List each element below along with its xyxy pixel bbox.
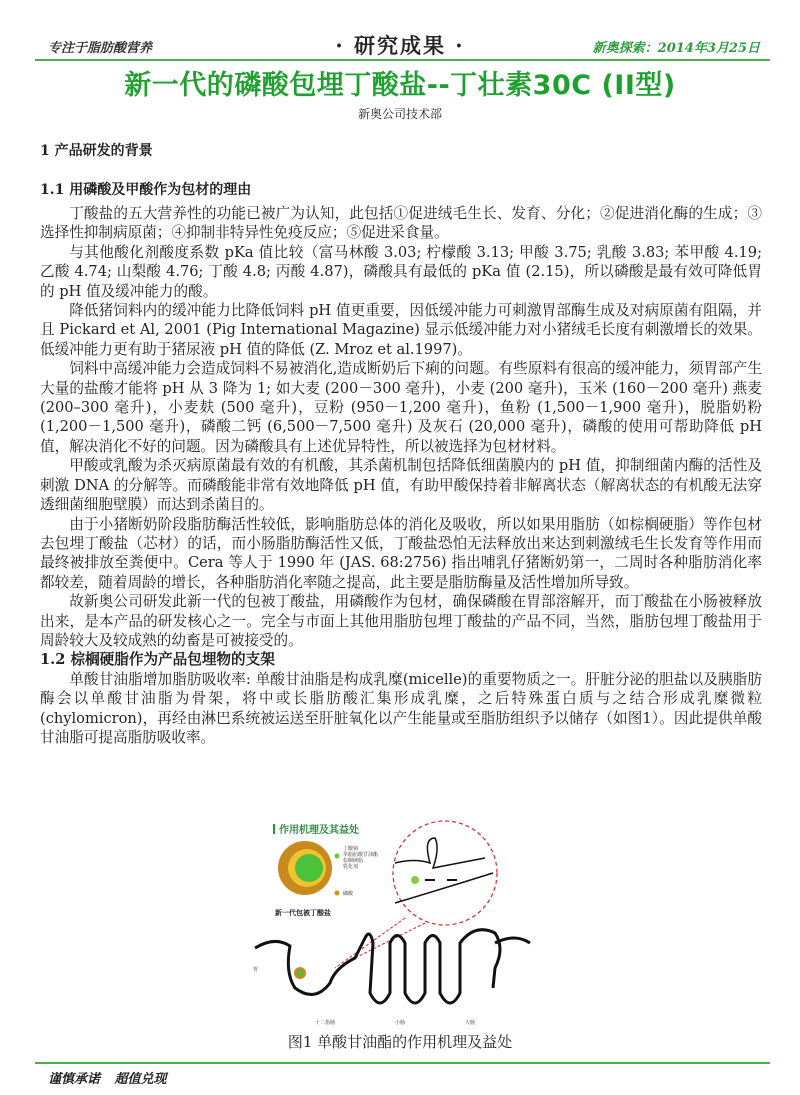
- duodenum-label: 十二指肠: [315, 1020, 336, 1026]
- product-label: 新一代包被丁酸盐: [275, 909, 331, 917]
- figure-heading: 作用机理及其益处: [279, 825, 359, 836]
- paragraph: 故新奥公司研发此新一代的包被丁酸盐，用磷酸作为包材，确保磷酸在胃部溶解开，而丁酸盐在小肠被释放出来，是本产品的研发核心之一。完全与市面上其他用脂肪包埋丁酸盐的产品不同，当然，脂肪包埋丁酸盐用于周龄较大及较成熟的幼畜是可被接受的。: [40, 593, 762, 649]
- header-date: 新奥探索：2014年3月25日: [592, 41, 760, 56]
- capsule-icon: [278, 841, 332, 895]
- paragraph: 甲酸或乳酸为杀灭病原菌最有效的有机酸，其杀菌机制包括降低细菌膜内的 pH 值，抑制细菌内酶的活性及刺激 DNA 的分解等。而磷酸能非常有效地降低 pH 值，有助甲酸保持着非解离状态（解离状态的有机酸无法穿透细菌细胞壁膜）而达到杀菌目的。: [40, 457, 762, 514]
- author-department: 新奥公司技术部: [357, 107, 442, 121]
- figure-caption: 图1 单酸甘油酯的作用机理及益处: [287, 1033, 513, 1051]
- section-heading-1-2: 1.2 棕榈硬脂作为产品包埋物的支架: [40, 651, 275, 669]
- header-section: · 研究成果 ·: [335, 33, 465, 58]
- core-dot-icon: [335, 854, 340, 859]
- paragraph: 丁酸盐的五大营养性的功能已被广为认知，此包括①促进绒毛生长、发育、分化；②促进消化酶的生成；③选择性抑制病原菌；④抑制非特异性免疫反应；⑤促进采食量。: [40, 205, 762, 242]
- footer-slogan: 谨慎承诺 超值兑现: [48, 1072, 167, 1087]
- header-rule: [35, 59, 770, 61]
- paragraph: 降低猪饲料内的缓冲能力比降低饲料 pH 值更重要，因低缓冲能力可刺激胃部酶生成及对病原菌有阻隔，并且 Pickard et Al, 2001 (Pig International Magazine) 显示低缓冲能力对小猪绒毛长度有刺激增长的效果。低缓冲能力更有助于猪尿液 pH 值的降低 (Z. Mroz et al.1997)。: [40, 302, 762, 358]
- page-title: 新一代的磷酸包埋丁酸盐--丁壮素30C (II型): [124, 70, 676, 101]
- figure-mechanism: [255, 818, 545, 1033]
- large-intestine-label: 大肠: [465, 1020, 476, 1026]
- header-slogan: 专注于脂肪酸营养: [48, 41, 153, 56]
- footer-rule: [35, 1062, 770, 1064]
- stomach-label: 胃: [253, 967, 259, 973]
- zoom-connector: [335, 918, 405, 968]
- small-intestine-label: 小肠: [395, 1020, 406, 1026]
- particle-icon: [411, 876, 419, 884]
- section-heading-1: 1 产品研发的背景: [40, 143, 153, 159]
- paragraph: 由于小猪断奶阶段脂肪酶活性较低，影响脂肪总体的消化及吸收，所以如果用脂肪（如棕榈硬脂）等作包材去包埋丁酸盐（芯材）的话，而小肠脂肪酶活性又低，丁酸盐恐怕无法释放出来达到刺激绒毛生长发育等作用而最终被排放至粪便中。Cera 等人于 1990 年 (JAS. 68:2756) 指出哺乳仔猪断奶第一，二周时各种脂肪消化率都较差，随着周龄的增长，各种脂肪消化率随之提高，此主要是脂肪酶量及活性增加所导致。: [40, 515, 762, 591]
- article-body: [40, 204, 762, 747]
- mechanism-illustration: [255, 818, 545, 1033]
- shell-label: 磷酸: [343, 891, 354, 897]
- section-heading-1-1: 1.1 用磷酸及甲酸作为包材的理由: [40, 182, 252, 198]
- paragraph: 单酸甘油脂增加脂肪吸收率: 单酸甘油脂是构成乳糜(micelle)的重要物质之一。肝脏分泌的胆盐以及胰脂肪酶会以单酸甘油脂为骨架，将中或长脂肪酸汇集形成乳糜，之后特殊蛋白质与之结合形成乳糜微粒(chylomicron)，再经由淋巴系统被运送至肝脏氧化以产生能量或至脂肪组织予以储存（如图1）。因此提供单酸甘油脂可提高脂肪吸收率。: [40, 670, 762, 746]
- core-label: 丁酸钠: [343, 846, 359, 852]
- shell-dot-icon: [335, 891, 340, 896]
- paragraph: 饲料中高缓冲能力会造成饲料不易被消化,造成断奶后下痢的问题。有些原料有很高的缓冲能力，须胃部产生大量的盐酸才能将 pH 从 3 降为 1; 如大麦 (200－300 毫升)，小麦 (200 毫升)，玉米 (160－200 毫升) 燕麦 (200–300 毫升)，小麦麸 (500 毫升)，豆粉 (950－1,200 毫升)，鱼粉 (1,500－1,900 毫升)，脱脂奶粉 (1,200－1,500 毫升)，磷酸二钙 (6,500－7,500 毫升) 及灰石 (20,000 毫升)，磷酸的使用可帮助降低 pH 值，解决消化不好的问题。因为磷酸具有上述优异特性，所以被选择为包材材料。: [40, 360, 762, 455]
- core-label: 单脂肪酸甘油酯: [343, 852, 379, 858]
- core-label: 棕榈硬脂: [343, 858, 364, 864]
- heading-bar: [273, 824, 275, 834]
- zoom-circle: [393, 821, 497, 925]
- paragraph: 与其他酸化剂酸度系数 pKa 值比较（富马林酸 3.03; 柠檬酸 3.13; 甲酸 3.75; 乳酸 3.83; 苯甲酸 4.19; 乙酸 4.74; 山梨酸 4.76; 丁酸 4.8; 丙酸 4.87)，磷酸具有最低的 pKa 值 (2.15)，所以磷酸是最有效可降低胃的 pH 值及缓冲能力的酸。: [40, 243, 762, 300]
- core-label: 乳化剂: [343, 864, 359, 870]
- intestine-drawing: [255, 930, 530, 1003]
